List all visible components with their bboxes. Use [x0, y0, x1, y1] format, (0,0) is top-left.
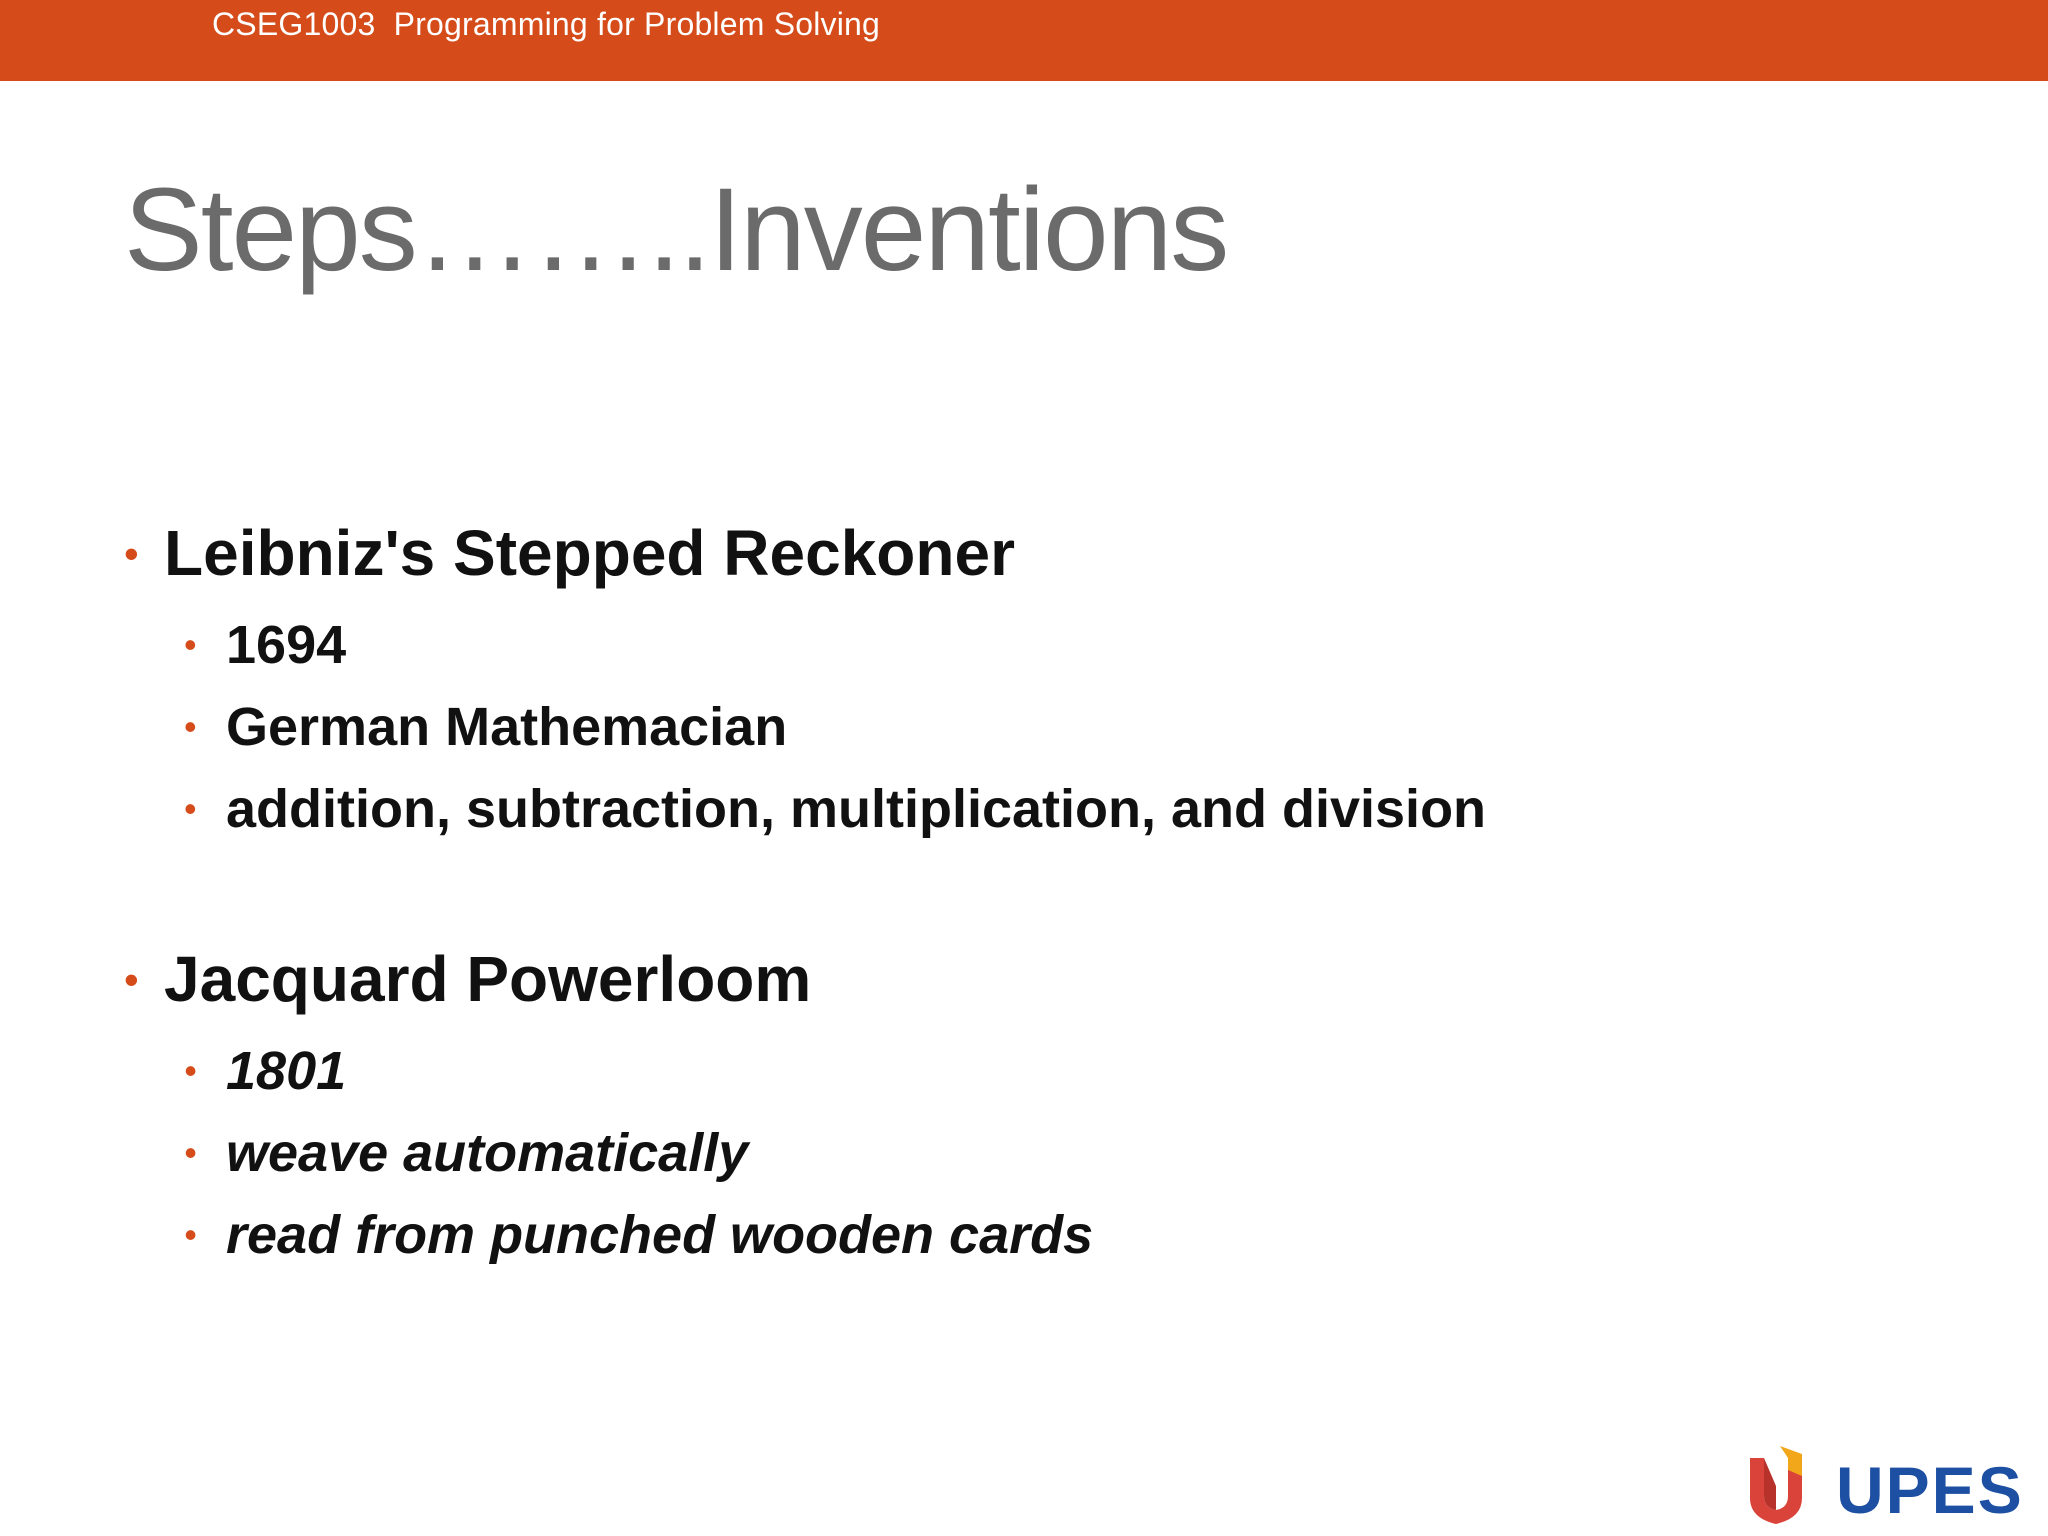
bullet-point [184, 1204, 1094, 1266]
bullet-icon: • [184, 1214, 197, 1255]
bullet-point-text: 1694 [226, 615, 347, 675]
bullet-point-text: German Mathemacian [226, 697, 788, 757]
bullet-heading-text: Jacquard Powerloom [164, 943, 812, 1015]
bullet-icon: • [184, 788, 197, 829]
bullet-point [184, 1122, 749, 1184]
bullet-icon: • [184, 1050, 197, 1091]
bullet-icon: • [184, 624, 197, 665]
bullet-heading-jacquard [124, 942, 812, 1016]
upes-logo-text: UPES [1836, 1453, 2024, 1527]
bullet-heading-text: Leibniz's Stepped Reckoner [164, 517, 1015, 589]
bullet-point [184, 778, 1487, 840]
upes-shield-icon [1744, 1446, 1808, 1526]
slide-title: Steps……..Inventions [124, 164, 1228, 296]
bullet-point [184, 1040, 347, 1102]
bullet-icon: • [184, 1132, 197, 1173]
bullet-point [184, 614, 347, 676]
bullet-heading-leibniz [124, 516, 1015, 590]
bullet-point-text: read from punched wooden cards [226, 1205, 1094, 1265]
bullet-point-text: 1801 [226, 1041, 347, 1101]
bullet-point [184, 696, 788, 758]
bullet-icon: • [124, 530, 139, 577]
course-title: CSEG1003 Programming for Problem Solving [212, 6, 881, 42]
bullet-icon: • [184, 706, 197, 747]
bullet-icon: • [124, 956, 139, 1003]
bullet-point-text: addition, subtraction, multiplication, and division [226, 779, 1487, 839]
bullet-point-text: weave automatically [226, 1123, 749, 1183]
upes-logo [1744, 1446, 2024, 1526]
